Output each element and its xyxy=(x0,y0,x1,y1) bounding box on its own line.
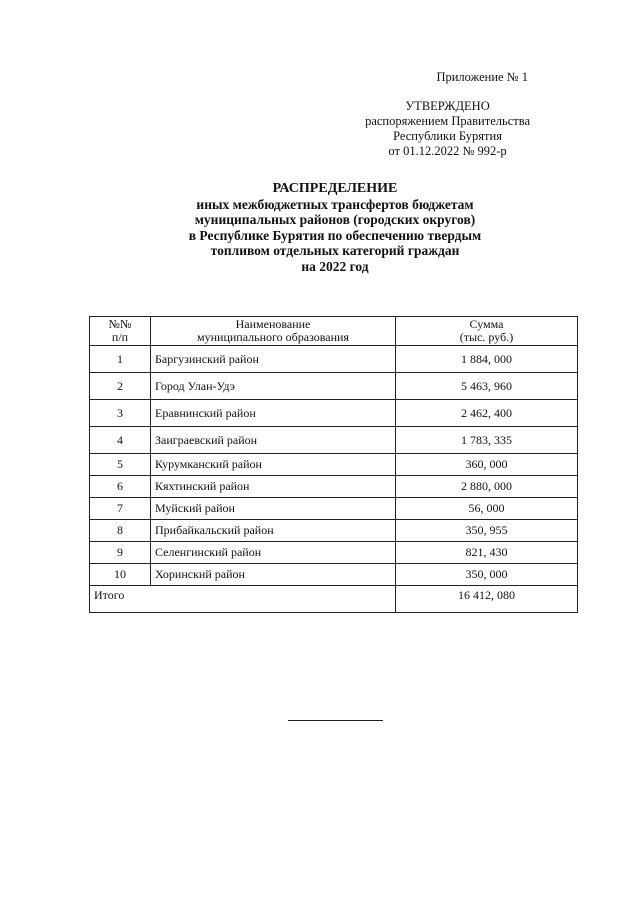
title-line-1: РАСПРЕДЕЛЕНИЕ xyxy=(272,181,398,196)
end-divider-line xyxy=(288,720,383,721)
row-sum: 1 884, 000 xyxy=(396,346,578,373)
row-num: 2 xyxy=(90,373,151,400)
row-name: Заиграевский район xyxy=(151,427,396,454)
row-sum: 350, 000 xyxy=(396,564,578,586)
table-row xyxy=(90,542,578,564)
header-num-line-2: п/п xyxy=(111,330,129,344)
total-label: Итого xyxy=(90,586,396,613)
title-line-6: на 2022 год xyxy=(301,258,369,274)
row-sum: 360, 000 xyxy=(396,454,578,476)
row-sum: 56, 000 xyxy=(396,498,578,520)
row-sum: 2 462, 400 xyxy=(396,400,578,427)
table-row xyxy=(90,520,578,542)
header-name-line-2: муниципального образования xyxy=(197,330,349,344)
row-name: Муйский район xyxy=(151,498,396,520)
header-num-line-1: №№ xyxy=(108,317,132,331)
document-title xyxy=(110,181,560,274)
row-name: Курумканский район xyxy=(151,454,396,476)
header-sum-line-2: (тыс. руб.) xyxy=(459,330,514,344)
row-name: Город Улан-Удэ xyxy=(151,373,396,400)
row-sum: 2 880, 000 xyxy=(396,476,578,498)
row-num: 5 xyxy=(90,454,151,476)
row-sum: 1 783, 335 xyxy=(396,427,578,454)
table-total-row xyxy=(90,586,578,613)
header-name xyxy=(151,317,396,346)
table-row xyxy=(90,476,578,498)
header-sum-line-1: Сумма xyxy=(469,317,504,331)
approved-date: от 01.12.2022 № 992-р xyxy=(388,144,507,158)
row-sum: 350, 955 xyxy=(396,520,578,542)
title-line-3: муниципальных районов (городских округов) xyxy=(194,212,476,227)
appendix-text: Приложение № 1 xyxy=(436,70,528,84)
row-num: 8 xyxy=(90,520,151,542)
distribution-table xyxy=(89,316,578,613)
table-row xyxy=(90,498,578,520)
approved-stamp: УТВЕРЖДЕНО xyxy=(405,99,490,113)
title-line-4: в Республике Бурятия по обеспечению твердым xyxy=(188,227,482,243)
table-row xyxy=(90,564,578,586)
appendix-label xyxy=(436,70,528,85)
title-line-5: топливом отдельных категорий граждан xyxy=(210,243,460,258)
row-num: 3 xyxy=(90,400,151,427)
header-num xyxy=(90,317,151,346)
row-num: 7 xyxy=(90,498,151,520)
row-name: Кяхтинский район xyxy=(151,476,396,498)
row-num: 4 xyxy=(90,427,151,454)
approved-by-line-1: распоряжением Правительства xyxy=(365,114,530,128)
row-num: 6 xyxy=(90,476,151,498)
row-name: Хоринский район xyxy=(151,564,396,586)
table-row xyxy=(90,454,578,476)
row-name: Еравнинский район xyxy=(151,400,396,427)
header-name-line-1: Наименование xyxy=(235,317,311,331)
title-line-2: иных межбюджетных трансфертов бюджетам xyxy=(196,196,474,212)
approval-block xyxy=(365,99,530,159)
row-name: Селенгинский район xyxy=(151,542,396,564)
header-sum xyxy=(396,317,578,346)
row-num: 9 xyxy=(90,542,151,564)
row-num: 1 xyxy=(90,346,151,373)
approved-by-line-2: Республики Бурятия xyxy=(393,129,502,143)
table-row xyxy=(90,346,578,373)
table-header-row xyxy=(90,317,578,346)
table-row xyxy=(90,373,578,400)
row-name: Прибайкальский район xyxy=(151,520,396,542)
total-sum: 16 412, 080 xyxy=(396,586,578,613)
table-row xyxy=(90,427,578,454)
table-row xyxy=(90,400,578,427)
row-sum: 5 463, 960 xyxy=(396,373,578,400)
row-sum: 821, 430 xyxy=(396,542,578,564)
row-name: Баргузинский район xyxy=(151,346,396,373)
row-num: 10 xyxy=(90,564,151,586)
